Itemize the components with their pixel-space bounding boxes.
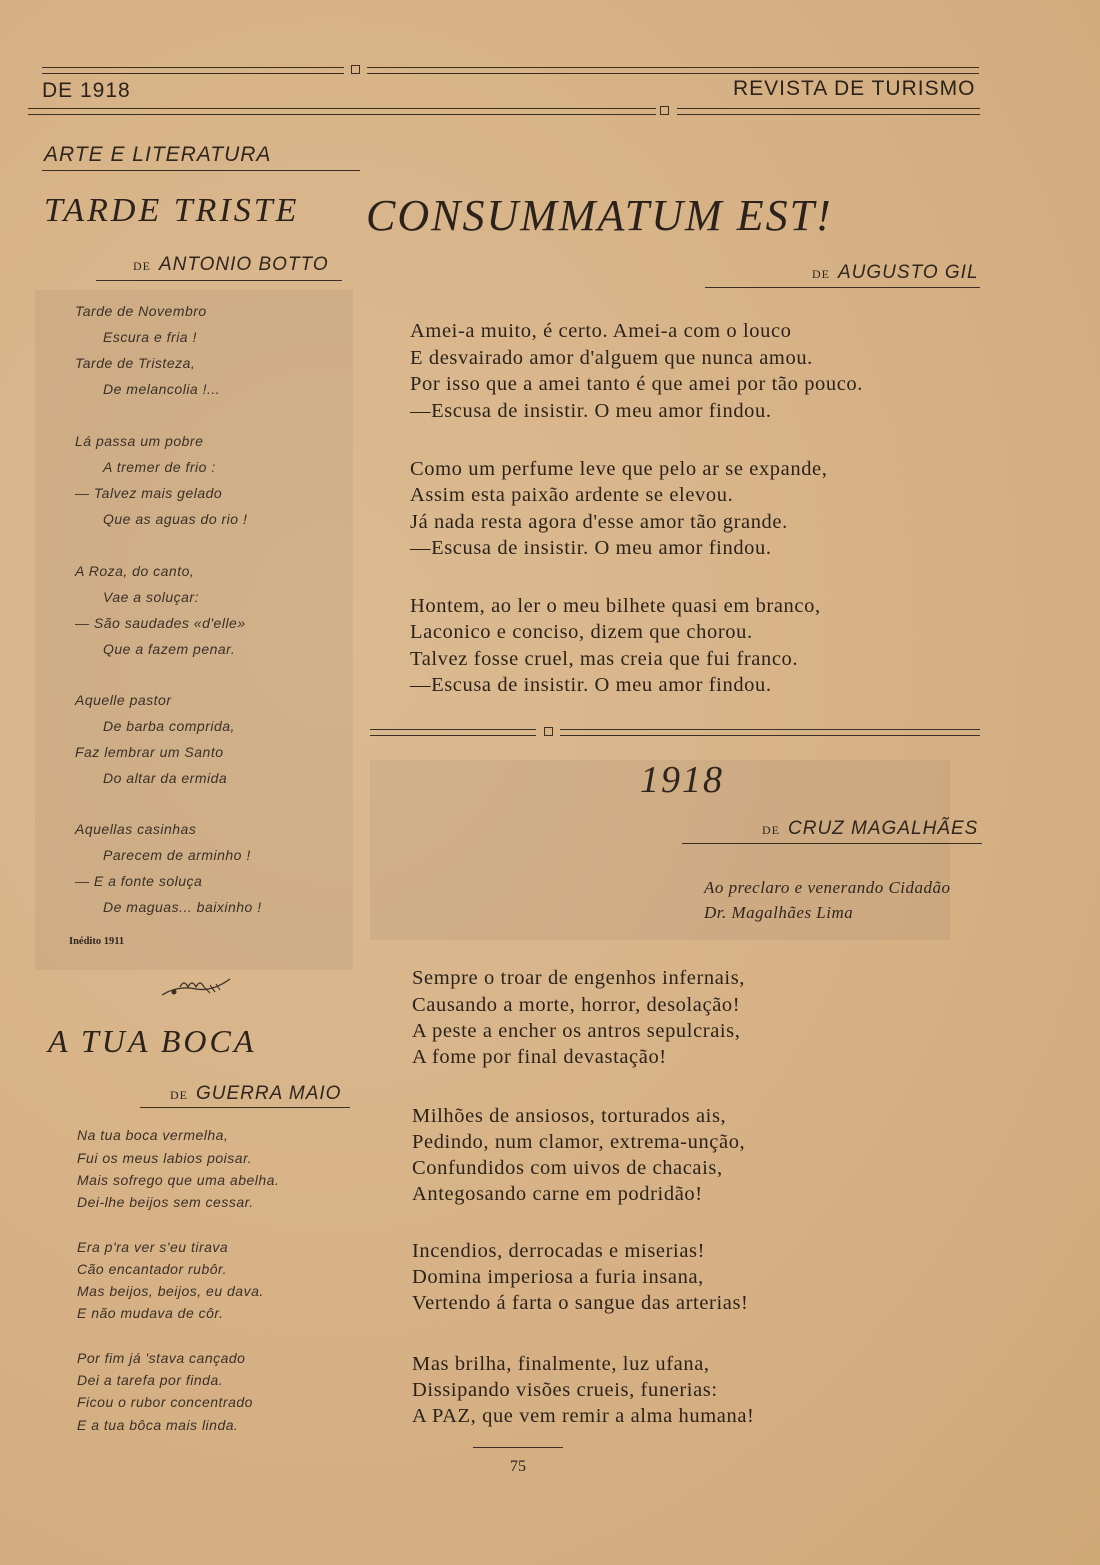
poem-author: AUGUSTO GIL: [838, 262, 979, 283]
poem-line: Hontem, ao ler o meu bilhete quasi em branco,: [410, 595, 821, 617]
page-number: 75: [510, 1458, 526, 1475]
poem-byline: [170, 1083, 341, 1105]
poem-line: Já nada resta agora d'esse amor tão grande.: [410, 511, 788, 533]
ornament-square: [660, 106, 669, 115]
section-rule: [42, 170, 360, 171]
divider-rule: [370, 729, 536, 736]
poem-line: Era p'ra ver s'eu tirava: [77, 1239, 229, 1255]
byline-rule: [705, 287, 980, 288]
header-rule: [677, 108, 980, 115]
poem-line: Faz lembrar um Santo: [75, 744, 224, 760]
header-date: DE 1918: [42, 79, 131, 102]
poem-line: —Escusa de insistir. O meu amor findou.: [410, 537, 772, 559]
poem-line: Na tua boca vermelha,: [77, 1127, 229, 1143]
poem-line: Tarde de Tristeza,: [75, 355, 196, 371]
poem-line: — São saudades «d'elle»: [75, 615, 246, 631]
ornament-square: [351, 65, 360, 74]
poem-line: A fome por final devastação!: [412, 1046, 667, 1068]
poem-line: De maguas... baixinho !: [103, 899, 262, 915]
section-title: ARTE E LITERATURA: [44, 143, 272, 166]
poem-line: A PAZ, que vem remir a alma humana!: [412, 1405, 755, 1427]
poem-title: A TUA BOCA: [48, 1023, 257, 1059]
poem-line: A peste a encher os antros sepulcrais,: [412, 1020, 741, 1042]
byline-rule: [96, 280, 342, 281]
poem-line: Assim esta paixão ardente se elevou.: [410, 484, 734, 506]
poem-line: A Roza, do canto,: [75, 563, 195, 579]
poem-line: Dei a tarefa por finda.: [77, 1372, 224, 1388]
vignette-ornament: [160, 975, 232, 1001]
poem-title: 1918: [640, 759, 724, 801]
byline-de: DE: [762, 823, 780, 837]
header-rule: [28, 108, 656, 115]
byline-de: DE: [812, 267, 830, 281]
dedication-line: Ao preclaro e venerando Cidadão: [704, 878, 951, 897]
poem-line: — Talvez mais gelado: [75, 485, 223, 501]
poem-title: TARDE TRISTE: [44, 192, 300, 229]
poem-line: Laconico e conciso, dizem que chorou.: [410, 621, 753, 643]
poem-line: Aquelle pastor: [75, 692, 172, 708]
footer-rule: [473, 1447, 563, 1448]
poem-line: Parecem de arminho !: [103, 847, 251, 863]
poem-line: A tremer de frio :: [103, 459, 216, 475]
poem-line: —Escusa de insistir. O meu amor findou.: [410, 674, 772, 696]
byline-rule: [682, 843, 982, 844]
ornament-square: [544, 727, 553, 736]
poem-line: Confundidos com uivos de chacais,: [412, 1157, 723, 1179]
poem-note: Inédito 1911: [69, 936, 125, 947]
poem-line: Domina imperiosa a furia insana,: [412, 1266, 704, 1288]
poem-author: CRUZ MAGALHÃES: [788, 818, 979, 839]
poem-author: GUERRA MAIO: [196, 1083, 342, 1104]
poem-line: Vertendo á farta o sangue das arterias!: [412, 1292, 749, 1314]
poem-line: Mas beijos, beijos, eu dava.: [77, 1283, 264, 1299]
poem-line: Que a fazem penar.: [103, 641, 236, 657]
poem-line: Cão encantador rubôr.: [77, 1261, 228, 1277]
poem-title: CONSUMMATUM EST!: [366, 191, 833, 240]
poem-line: Antegosando carne em podridão!: [412, 1183, 703, 1205]
poem-line: Vae a soluçar:: [103, 589, 199, 605]
poem-line: Fui os meus labios poisar.: [77, 1150, 253, 1166]
poem-line: Causando a morte, horror, desolação!: [412, 994, 741, 1016]
poem-line: Pedindo, num clamor, extrema-unção,: [412, 1131, 746, 1153]
poem-line: E não mudava de côr.: [77, 1305, 224, 1321]
poem-line: —Escusa de insistir. O meu amor findou.: [410, 400, 772, 422]
poem-byline: [133, 254, 329, 276]
poem-line: Lá passa um pobre: [75, 433, 204, 449]
header-rule: [367, 67, 979, 74]
byline-rule: [140, 1107, 350, 1108]
poem-author: ANTONIO BOTTO: [159, 254, 329, 275]
poem-line: Sempre o troar de engenhos infernais,: [412, 967, 746, 989]
poem-line: Que as aguas do rio !: [103, 511, 248, 527]
poem-line: Aquellas casinhas: [75, 821, 197, 837]
poem-line: Tarde de Novembro: [75, 303, 207, 319]
header-journal-title: REVISTA DE TURISMO: [733, 77, 976, 100]
dedication-line: Dr. Magalhães Lima: [704, 903, 854, 922]
poem-line: E a tua bôca mais linda.: [77, 1417, 239, 1433]
poem-line: Do altar da ermida: [103, 770, 228, 786]
poem-line: Amei-a muito, é certo. Amei-a com o louco: [410, 320, 792, 342]
poem-line: E desvairado amor d'alguem que nunca amou.: [410, 347, 813, 369]
byline-de: DE: [133, 259, 151, 273]
poem-line: De barba comprida,: [103, 718, 235, 734]
poem-line: Talvez fosse cruel, mas creia que fui franco.: [410, 648, 799, 670]
header-rule: [42, 67, 344, 74]
poem-line: Por fim já 'stava cançado: [77, 1350, 246, 1366]
poem-line: Por isso que a amei tanto é que amei por tão pouco.: [410, 373, 864, 395]
poem-line: Como um perfume leve que pelo ar se expande,: [410, 458, 828, 480]
poem-line: Ficou o rubor concentrado: [77, 1394, 253, 1410]
poem-line: — E a fonte soluça: [75, 873, 203, 889]
poem-line: Mas brilha, finalmente, luz ufana,: [412, 1353, 710, 1375]
divider-rule: [560, 729, 980, 736]
poem-line: Incendios, derrocadas e miserias!: [412, 1240, 706, 1262]
poem-byline: [762, 818, 978, 840]
poem-line: Mais sofrego que uma abelha.: [77, 1172, 280, 1188]
byline-de: DE: [170, 1088, 188, 1102]
poem-line: Dissipando visões crueis, funerias:: [412, 1379, 718, 1401]
poem-byline: [812, 262, 979, 284]
poem-line: Escura e fria !: [103, 329, 197, 345]
poem-line: Milhões de ansiosos, torturados ais,: [412, 1105, 727, 1127]
poem-line: Dei-lhe beijos sem cessar.: [77, 1194, 254, 1210]
poem-line: De melancolia !...: [103, 381, 221, 397]
